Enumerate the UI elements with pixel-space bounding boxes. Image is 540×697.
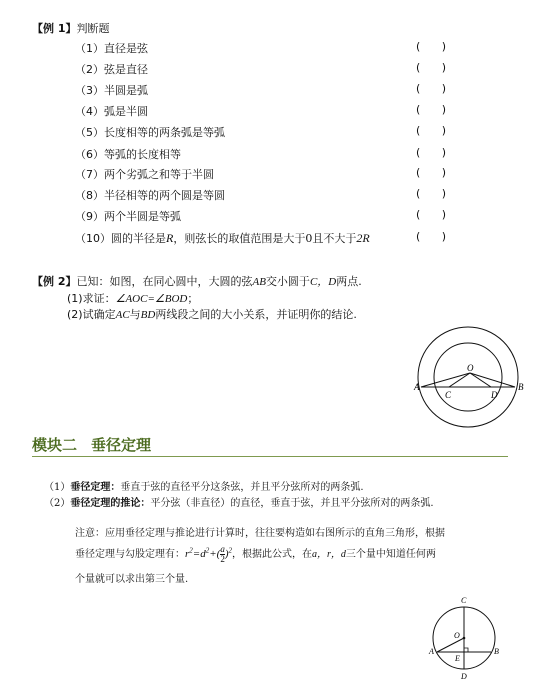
answer-blank[interactable] (416, 187, 446, 200)
label-A: A (414, 382, 420, 392)
list-item (75, 103, 148, 119)
item-text: 长度相等的两条弧是等弧 (104, 126, 225, 139)
note-text: 三个量中知道任何两 (345, 549, 436, 561)
example-2-label: 【例 2】 (32, 275, 77, 288)
paren-open: ( (416, 146, 421, 159)
theorem-text: 垂直于弦的直径平分这条弦，并且平分弦所对的两条弧. (120, 482, 364, 493)
item-text: ，则弦长的取值范围是大于 (173, 232, 306, 245)
list-item (75, 124, 225, 140)
section-name: 垂径定理 (91, 436, 152, 454)
right-angle-mark (464, 648, 468, 652)
item-text: 半径相等的两个圆是等圆 (104, 189, 225, 202)
item-number: （4） (75, 105, 104, 118)
section-title (32, 434, 151, 455)
answer-blank[interactable] (416, 146, 446, 159)
example-1-header (32, 20, 109, 36)
paren-close: ) (441, 124, 446, 137)
list-item (75, 146, 181, 162)
item-text: 弦是直径 (104, 63, 148, 76)
example-2-text: 交小圆于 (265, 275, 310, 288)
math-AB: AB (252, 276, 266, 288)
small-circle (434, 343, 502, 411)
paren-close: ) (441, 208, 446, 221)
note-text: ，根据此公式，在 (231, 549, 312, 561)
answer-blank-10[interactable] (416, 230, 446, 243)
item-text: 等弧的长度相等 (104, 148, 181, 161)
paren-close: ) (441, 40, 446, 53)
answer-blank[interactable] (416, 208, 446, 221)
item-number: （3） (75, 84, 104, 97)
paren-open: ( (416, 166, 421, 179)
example-2-question-2 (67, 306, 357, 322)
item-number: （8） (75, 189, 104, 202)
segment-AO (421, 373, 470, 387)
answer-blank[interactable] (416, 61, 446, 74)
math-R: R (166, 231, 174, 245)
example-2-stem (32, 273, 362, 289)
answer-blank[interactable] (416, 103, 446, 116)
label-C: C (445, 390, 452, 400)
label-A: A (429, 647, 434, 656)
list-item (75, 40, 148, 56)
item-number: （1） (44, 482, 71, 493)
theorem-line-1 (44, 478, 364, 493)
note-line-3: 个量就可以求出第三个量. (75, 574, 189, 585)
paren-close: ) (441, 230, 446, 243)
item-text: 且不大于 (312, 232, 357, 245)
item-number: （9） (75, 210, 104, 223)
label-B: B (518, 382, 524, 392)
section-number: 模块二 (32, 436, 78, 454)
item-text: 半圆是弧 (104, 84, 148, 97)
math-2R: 2R (356, 231, 370, 245)
label-E: E (455, 654, 460, 663)
theorem-name: 垂径定理的推论： (70, 498, 151, 509)
example-1-label: 【例 1】 (32, 22, 77, 35)
math-BD: BD (140, 309, 156, 321)
list-item (75, 166, 214, 182)
theorem-name: 垂径定理： (70, 482, 121, 493)
item-number: （10） (75, 232, 111, 245)
segment-DO (470, 373, 491, 387)
question-text: ； (187, 292, 199, 305)
item-text: 圆的半径是 (111, 232, 166, 245)
label-D: D (491, 390, 498, 400)
item-text: 直径是弦 (104, 42, 148, 55)
item-text: 弧是半圆 (104, 105, 148, 118)
item-number: （5） (75, 126, 104, 139)
question-text: (1)求证： (67, 292, 116, 305)
answer-blank[interactable] (416, 40, 446, 53)
perpendicular-diameter-figure (424, 594, 508, 682)
paren-open: ( (416, 61, 421, 74)
label-O: O (454, 631, 460, 640)
segment-CO (449, 373, 470, 387)
section-divider (32, 456, 508, 457)
segment-BO (470, 373, 515, 387)
answer-blank[interactable] (416, 82, 446, 95)
item-number: （6） (75, 148, 104, 161)
math-AC: AC (115, 309, 130, 321)
item-text: 两个半圆是等弧 (104, 210, 181, 223)
note-line-1: 注意：应用垂径定理与推论进行计算时，往往要构造如右图所示的直角三角形，根据 (75, 528, 445, 539)
paren-close: ) (441, 166, 446, 179)
item-text: 两个劣弧之和等于半圆 (104, 168, 214, 181)
formula: $r^2=d^2+$( $\frac{a}{2}$ )$^2$ (185, 544, 232, 564)
example-2-question-1 (67, 290, 198, 306)
note-line-2 (75, 545, 436, 564)
math-zero: 0 (305, 232, 313, 245)
large-circle (418, 327, 518, 427)
list-item (75, 208, 181, 224)
math-vars: a，r，d (311, 549, 346, 561)
theorem-line-2 (44, 494, 434, 509)
answer-blank[interactable] (416, 166, 446, 179)
label-B: B (494, 647, 499, 656)
label-C: C (461, 596, 467, 605)
answer-blank[interactable] (416, 124, 446, 137)
example-1-title: 判断题 (76, 22, 110, 35)
math-angles: ∠AOC=∠BOD (115, 293, 188, 305)
radius-OA (437, 638, 464, 652)
label-D: D (461, 672, 467, 681)
item-number: （7） (75, 168, 104, 181)
item-number: （2） (44, 498, 71, 509)
example-2-text: 两点. (336, 275, 362, 288)
list-item-10 (75, 230, 370, 246)
note-text: 垂径定理与勾股定理有： (75, 549, 185, 561)
list-item (75, 82, 148, 98)
paren-open: ( (416, 230, 421, 243)
paren-open: ( (416, 40, 421, 53)
example-2-text: 已知：如图，在同心圆中，大圆的弦 (76, 275, 253, 288)
paren-open: ( (416, 187, 421, 200)
label-O: O (467, 363, 474, 373)
math-CD: C，D (309, 276, 337, 288)
item-number: （2） (75, 63, 104, 76)
paren-open: ( (416, 208, 421, 221)
question-text: (2)试确定 (67, 308, 116, 321)
list-item (75, 187, 225, 203)
item-number: （1） (75, 42, 104, 55)
paren-close: ) (441, 103, 446, 116)
center-point (463, 637, 466, 640)
paren-close: ) (441, 61, 446, 74)
paren-close: ) (441, 82, 446, 95)
question-text: 两线段之间的大小关系，并证明你的结论. (155, 308, 357, 321)
question-text: 与 (129, 308, 141, 321)
theorem-text: 平分弦（非直径）的直径，垂直于弦，并且平分弦所对的两条弧. (150, 498, 434, 509)
concentric-circles-figure (412, 322, 530, 432)
paren-open: ( (416, 124, 421, 137)
list-item (75, 61, 148, 77)
paren-close: ) (441, 187, 446, 200)
paren-close: ) (441, 146, 446, 159)
paren-open: ( (416, 82, 421, 95)
paren-open: ( (416, 103, 421, 116)
